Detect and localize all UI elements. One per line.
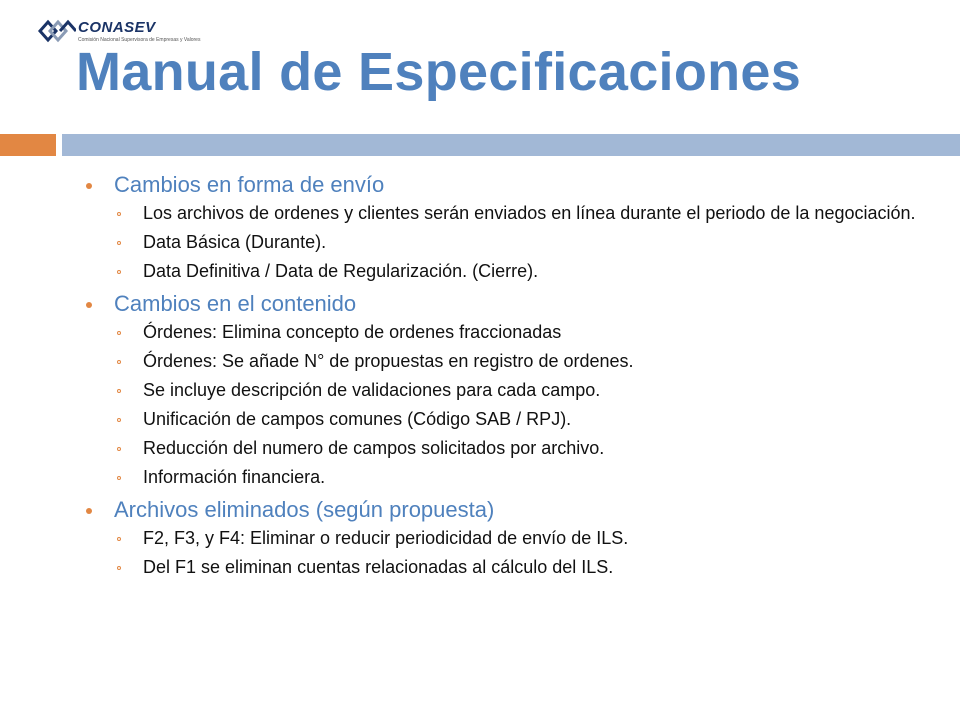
list-item [86,204,926,223]
section-heading [86,497,926,523]
sub-bullet-icon [117,537,121,541]
list-item-text: Los archivos de ordenes y clientes serán enviados en línea durante el periodo de la negociación. [143,203,916,223]
sub-bullet-icon [117,360,121,364]
conasev-logo-icon [36,18,76,44]
list-item-text: Información financiera. [143,467,326,487]
slide-title: Manual de Especificaciones [76,42,802,102]
sub-bullet-icon [117,418,121,422]
sub-bullet-icon [117,389,121,393]
bullet-icon [86,508,92,514]
list-item-text: Data Básica (Durante). [143,232,327,252]
list-item-text: Órdenes: Elimina concepto de ordenes fraccionadas [143,322,562,342]
list-item-text: F2, F3, y F4: Eliminar o reducir periodicidad de envío de ILS. [143,528,629,548]
slide-content [86,172,926,587]
list-item-text: Data Definitiva / Data de Regularización. (Cierre). [143,261,539,281]
list-item-text: Se incluye descripción de validaciones para cada campo. [143,380,601,400]
list-item-text: Órdenes: Se añade N° de propuestas en registro de ordenes. [143,351,634,371]
sub-bullet-icon [117,241,121,245]
list-item-text: Unificación de campos comunes (Código SAB / RPJ). [143,409,572,429]
section-items [86,323,926,487]
list-item-text: Reducción del numero de campos solicitados por archivo. [143,438,605,458]
sub-bullet-icon [117,270,121,274]
list-item [86,233,926,252]
logo-subtitle: Comisión Nacional Supervisora de Empresas y Valores [78,37,201,43]
list-item [86,352,926,371]
title-underline-bar [62,134,960,156]
list-item [86,529,926,548]
bullet-icon [86,302,92,308]
section-heading-text: Cambios en forma de envío [114,172,385,197]
sub-bullet-icon [117,566,121,570]
sub-bullet-icon [117,476,121,480]
sub-bullet-icon [117,212,121,216]
list-item [86,558,926,577]
list-item [86,323,926,342]
logo-wordmark: CONASEV [78,19,156,36]
list-item [86,410,926,429]
section-heading-text: Archivos eliminados (según propuesta) [114,497,495,522]
sub-bullet-icon [117,447,121,451]
list-item-text: Del F1 se eliminan cuentas relacionadas al cálculo del ILS. [143,557,614,577]
list-item [86,439,926,458]
list-item [86,262,926,281]
section-heading [86,291,926,317]
list-item [86,468,926,487]
section-items [86,204,926,281]
section-heading [86,172,926,198]
section-heading-text: Cambios en el contenido [114,291,357,316]
bullet-icon [86,183,92,189]
section-items [86,529,926,577]
sub-bullet-icon [117,331,121,335]
accent-bar [0,134,56,156]
list-item [86,381,926,400]
